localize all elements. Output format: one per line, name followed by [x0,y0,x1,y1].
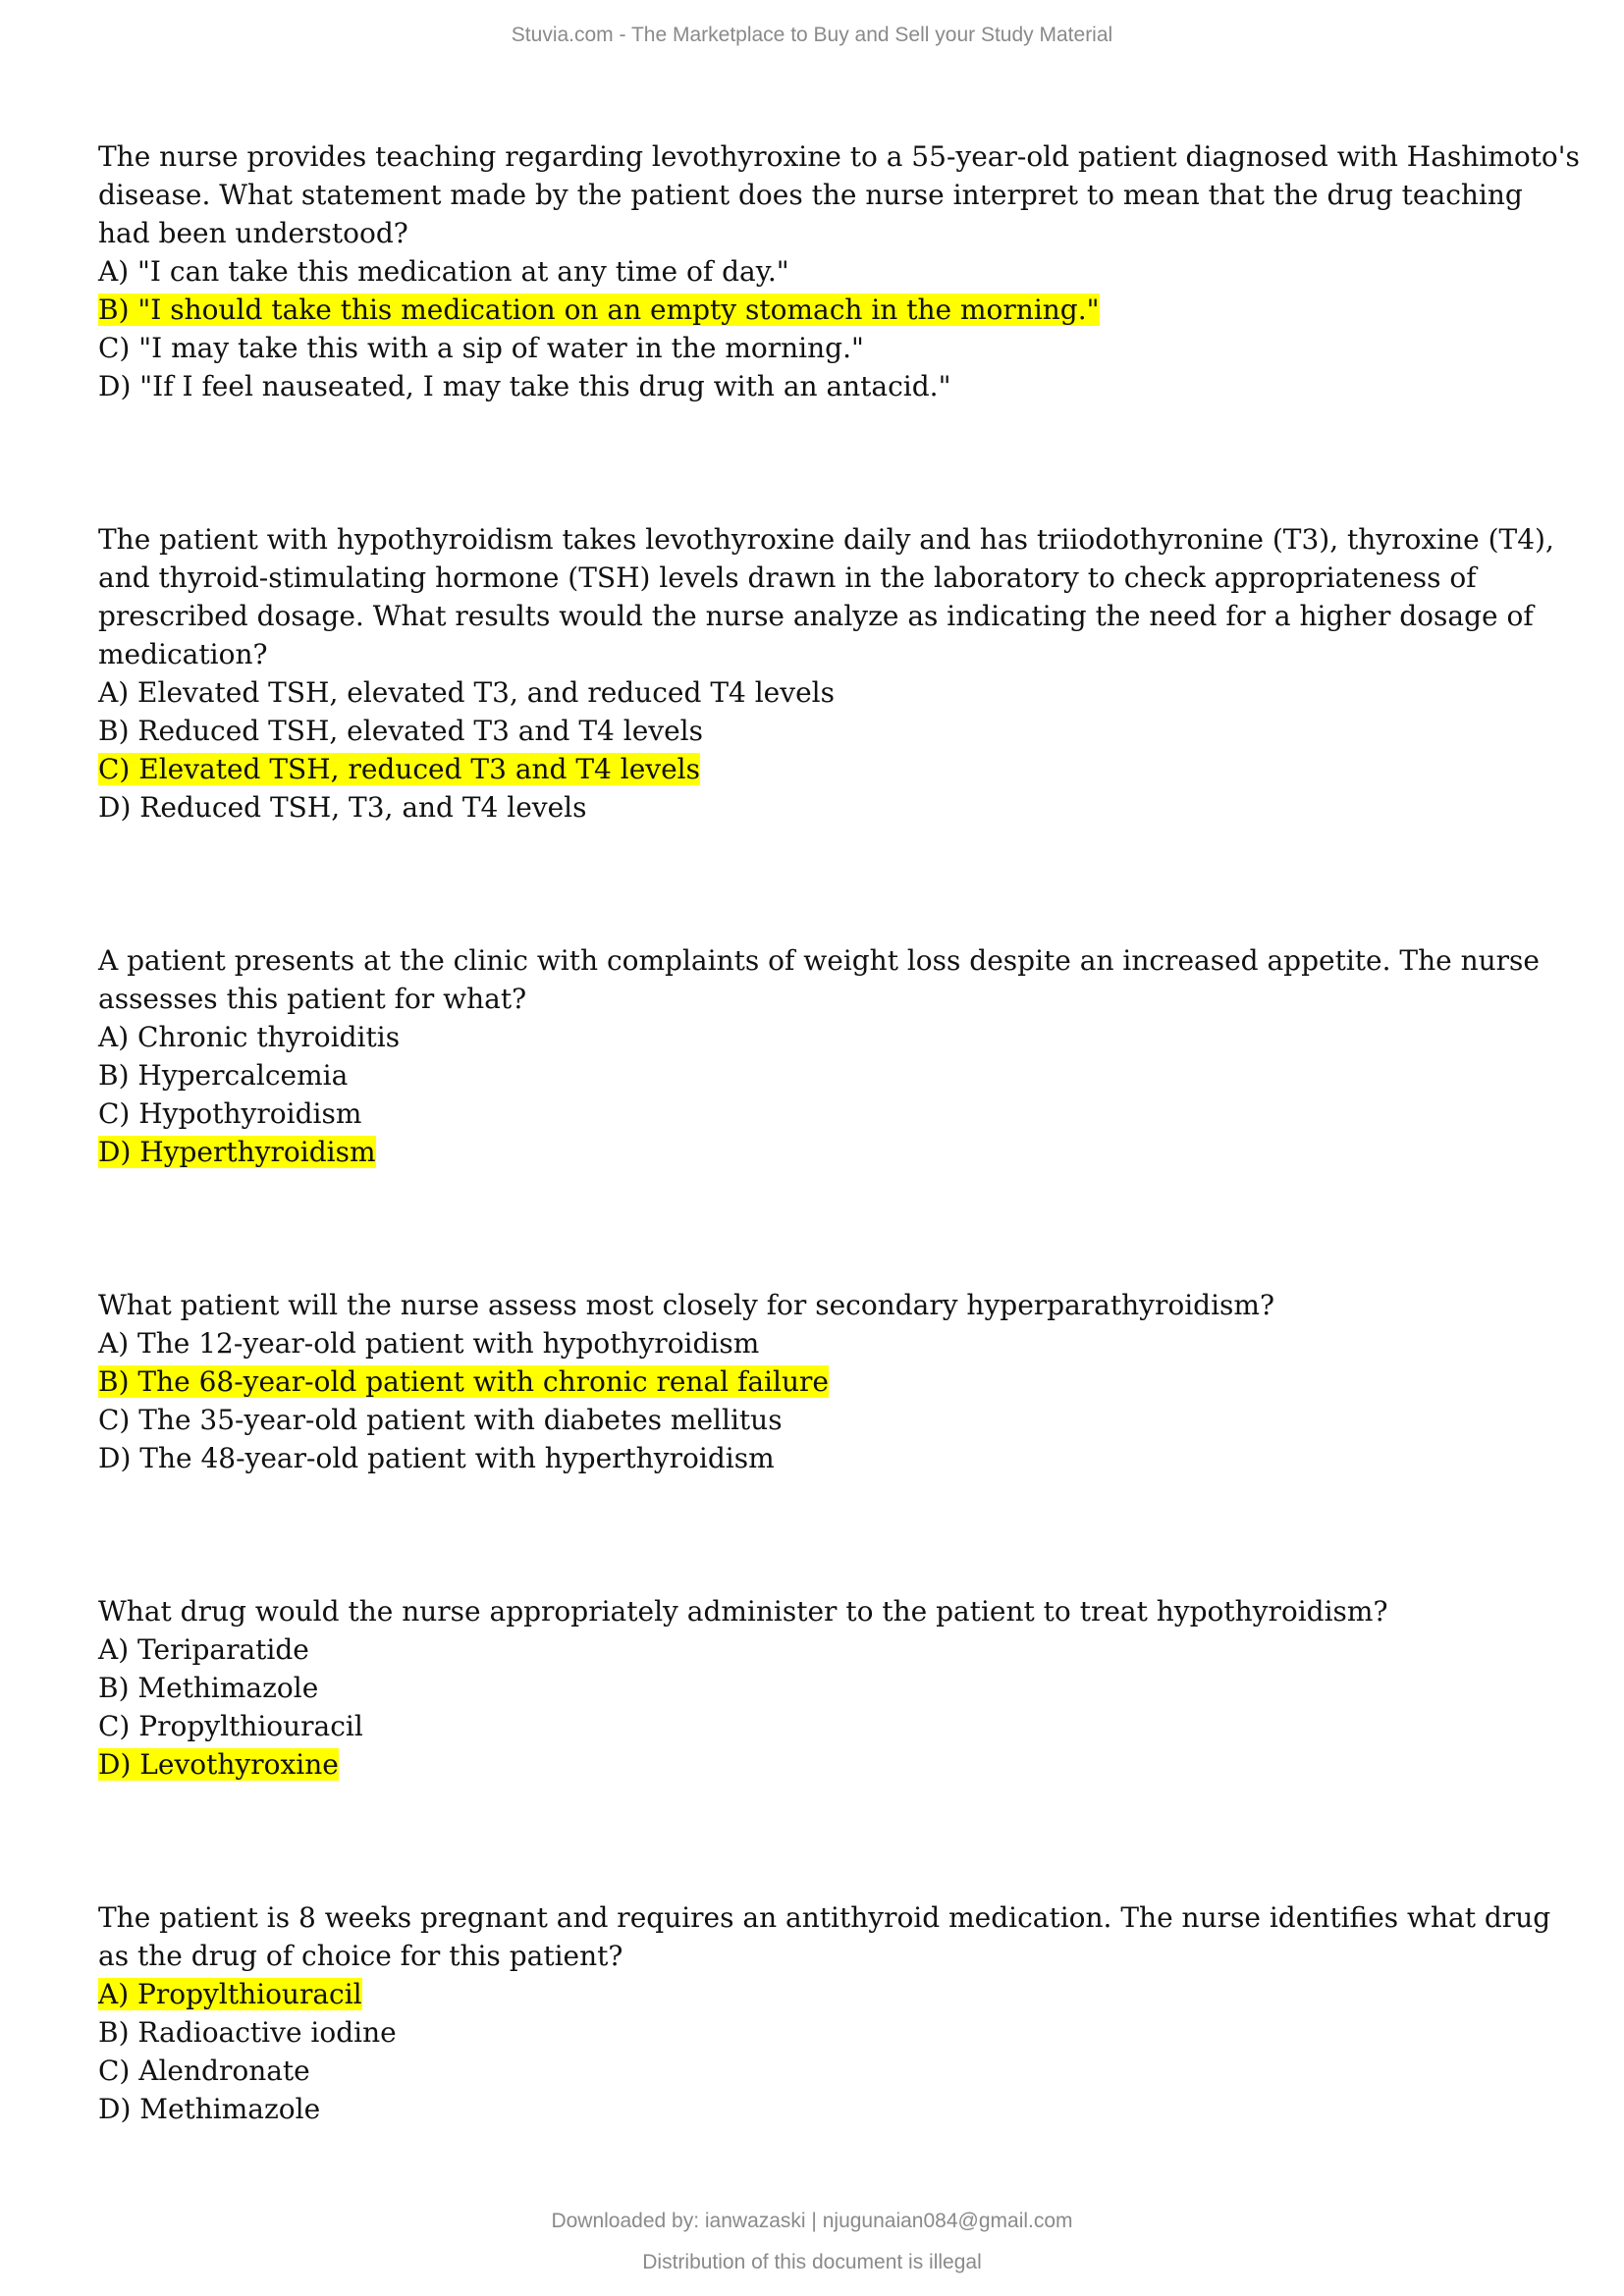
question-text: What drug would the nurse appropriately administer to the patient to treat hypothyroidism? [98,1595,1388,1628]
answer-option-label: B) The 68-year-old patient with chronic renal failure [98,1365,829,1398]
answer-option-label: C) Alendronate [98,2055,310,2087]
answer-option-label: D) Methimazole [98,2093,321,2125]
answer-option-label: D) The 48-year-old patient with hyperthyroidism [98,1442,775,1474]
answer-option [98,2013,1581,2052]
answer-option [98,329,1581,367]
footer-distribution-notice: Distribution of this document is illegal [642,2251,982,2273]
answer-option [98,1095,1581,1133]
answer-option-label: C) The 35-year-old patient with diabetes mellitus [98,1404,783,1436]
answer-option-correct [98,1745,1581,1784]
footer-downloaded-by: Downloaded by: ianwazaski | njugunaian084@gmail.com [551,2210,1073,2232]
answer-option-label: B) Radioactive iodine [98,2016,397,2049]
answer-option-label: C) Hypothyroidism [98,1097,362,1130]
answer-option-label: A) Propylthiouracil [98,1978,362,2010]
answer-option-label: C) Elevated TSH, reduced T3 and T4 levels [98,753,701,785]
header-watermark: Stuvia.com - The Marketplace to Buy and Sell your Study Material [511,24,1113,46]
answer-option-label: A) The 12-year-old patient with hypothyroidism [98,1327,760,1360]
answer-option-correct [98,750,1581,788]
answer-option [98,673,1581,712]
question-text: The patient is 8 weeks pregnant and requires an antithyroid medication. The nurse identifies what drug as the drug of choice for this patient? [98,1901,1551,1972]
answer-option-correct [98,291,1581,329]
answer-option [98,1018,1581,1056]
answer-option [98,1669,1581,1707]
answer-option [98,1439,1581,1477]
answer-option [98,788,1581,827]
answer-option-label: C) "I may take this with a sip of water in the morning." [98,332,864,364]
answer-option [98,367,1581,405]
question-block [98,137,1581,405]
answer-option-correct [98,1133,1581,1171]
answer-option-label: D) Levothyroxine [98,1748,339,1781]
answer-option-label: B) Hypercalcemia [98,1059,349,1092]
answer-option-label: A) Teriparatide [98,1633,309,1666]
question-list [98,137,1581,2243]
answer-option [98,252,1581,291]
answer-option-label: C) Propylthiouracil [98,1710,363,1742]
answer-option [98,2090,1581,2128]
answer-option [98,1401,1581,1439]
answer-option [98,1056,1581,1095]
question-text: The patient with hypothyroidism takes levothyroxine daily and has triiodothyronine (T3), thyroxine (T4), and thyroid-stimulating hormone (TSH) levels drawn in the laboratory to check appropriateness of prescribed dosage. What results would the nurse analyze as indicating the need for a higher dosage of medication? [98,523,1554,670]
question-text: What patient will the nurse assess most closely for secondary hyperparathyroidism? [98,1289,1274,1321]
answer-option-label: B) Reduced TSH, elevated T3 and T4 levels [98,715,703,747]
question-text: A patient presents at the clinic with complaints of weight loss despite an increased appetite. The nurse assesses this patient for what? [98,944,1540,1015]
answer-option-correct [98,1975,1581,2013]
answer-option-label: A) "I can take this medication at any time of day." [98,255,789,288]
question-text: The nurse provides teaching regarding levothyroxine to a 55-year-old patient diagnosed with Hashimoto's disease. What statement made by the patient does the nurse interpret to mean that the drug teaching had been understood? [98,140,1580,249]
question-block [98,520,1581,827]
question-block [98,1592,1581,1784]
answer-option-label: B) Methimazole [98,1672,319,1704]
answer-option [98,2052,1581,2090]
answer-option-label: A) Chronic thyroiditis [98,1021,401,1053]
answer-option-label: D) "If I feel nauseated, I may take this drug with an antacid." [98,370,951,402]
answer-option [98,1324,1581,1362]
question-block [98,1286,1581,1477]
answer-option-label: B) "I should take this medication on an empty stomach in the morning." [98,294,1100,326]
question-block [98,1898,1581,2128]
answer-option-label: D) Reduced TSH, T3, and T4 levels [98,791,587,824]
answer-option-correct [98,1362,1581,1401]
answer-option-label: A) Elevated TSH, elevated T3, and reduced T4 levels [98,676,835,709]
answer-option [98,1630,1581,1669]
question-block [98,941,1581,1171]
answer-option-label: D) Hyperthyroidism [98,1136,376,1168]
answer-option [98,1707,1581,1745]
answer-option [98,712,1581,750]
